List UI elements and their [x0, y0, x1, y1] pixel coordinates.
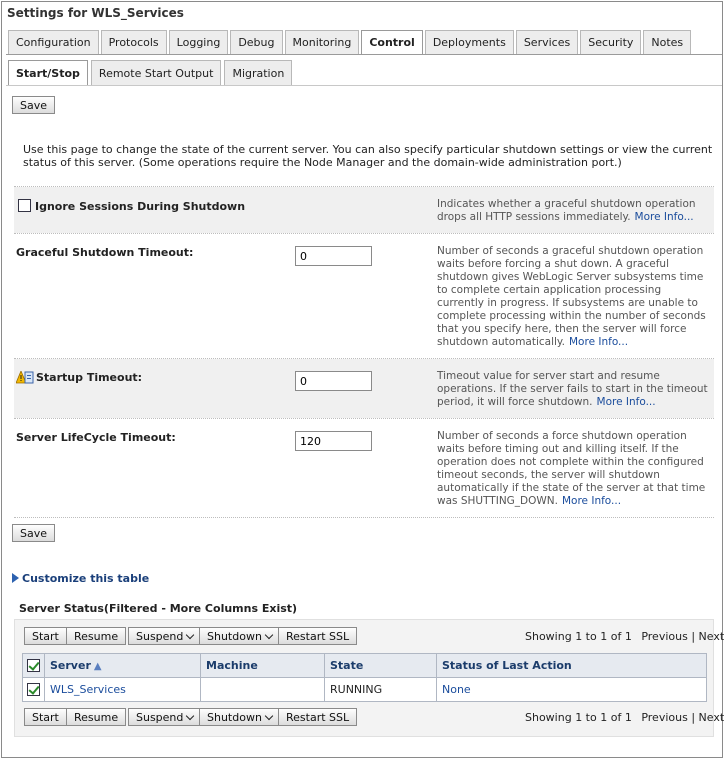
subtab-start-stop[interactable]: Start/Stop [8, 60, 88, 85]
graceful-timeout-input[interactable] [295, 246, 372, 266]
column-header-state[interactable]: State [325, 654, 437, 678]
page-title: Settings for WLS_Services [7, 6, 184, 20]
restart-ssl-button-bottom[interactable]: Restart SSL [278, 708, 357, 726]
more-info-link[interactable]: More Info... [561, 495, 622, 507]
pager-previous[interactable]: Previous [641, 711, 688, 724]
suspend-dropdown-top[interactable]: Suspend [128, 627, 201, 645]
help-text: Number of seconds a graceful shutdown operation waits before forcing a shut down. A graceful shutdown gives WebLogic Server subsystems time to complete certain application processing currently in progress. If subsystems are unable to complete processing within the number of seconds that you specify here, then the server will force shutdown automatically. [437, 245, 706, 348]
help-text: Timeout value for server start and resume operations. If the server fails to start in the timeout period, it will force shutdown. [437, 370, 708, 408]
tab-configuration[interactable]: Configuration [8, 30, 99, 54]
more-info-link[interactable]: More Info... [569, 336, 629, 348]
table-header-row [23, 654, 707, 678]
ignore-sessions-checkbox[interactable] [18, 199, 31, 212]
server-link[interactable]: WLS_Services [50, 683, 126, 696]
startup-timeout-label: Startup Timeout: [36, 371, 143, 384]
resume-button-bottom[interactable]: Resume [66, 708, 126, 726]
settings-window [1, 1, 723, 758]
restart-ssl-button-top[interactable]: Restart SSL [278, 627, 357, 645]
row-select-cell [23, 678, 45, 702]
table-title: Server Status(Filtered - More Columns Exist) [19, 602, 298, 615]
more-info-link[interactable]: More Info... [596, 396, 656, 408]
save-button-bottom[interactable]: Save [12, 524, 55, 542]
restart-required-icon [16, 371, 34, 385]
pager-showing: Showing 1 to 1 of 1 [525, 711, 632, 724]
save-button-top[interactable]: Save [12, 96, 55, 114]
tab-services[interactable]: Services [516, 30, 578, 54]
pager-next[interactable]: Next [698, 711, 724, 724]
state-cell: RUNNING [325, 678, 437, 702]
lifecycle-timeout-help [437, 430, 709, 508]
customize-label: Customize this table [22, 572, 150, 585]
last-action-cell [437, 678, 707, 702]
startup-timeout-help [437, 370, 709, 409]
start-button-bottom[interactable]: Start [24, 708, 67, 726]
select-all-checkbox[interactable] [27, 659, 40, 672]
help-text: Indicates whether a graceful shutdown operation drops all HTTP sessions immediately. [437, 198, 696, 223]
tab-logging[interactable]: Logging [169, 30, 229, 54]
column-header-last-action[interactable]: Status of Last Action [437, 654, 707, 678]
tab-protocols[interactable]: Protocols [101, 30, 167, 54]
column-header-server[interactable] [45, 654, 201, 678]
shutdown-dropdown-bottom[interactable]: Shutdown [199, 708, 280, 726]
select-all-header [23, 654, 45, 678]
startup-timeout-row [14, 359, 714, 418]
expand-triangle-icon [12, 573, 19, 583]
table-row [23, 678, 707, 702]
pager-previous[interactable]: Previous [641, 630, 688, 643]
lifecycle-timeout-row [14, 419, 714, 517]
tab-debug[interactable]: Debug [230, 30, 282, 54]
tab-divider [6, 54, 722, 55]
startup-timeout-input[interactable] [295, 371, 372, 391]
subtab-remote-start-output[interactable]: Remote Start Output [91, 60, 222, 85]
last-action-link[interactable]: None [442, 683, 471, 696]
server-column-label: Server [50, 659, 91, 672]
lifecycle-timeout-label: Server LifeCycle Timeout: [16, 431, 176, 444]
pager-separator: | [691, 630, 696, 643]
ignore-sessions-help [437, 198, 709, 224]
ignore-sessions-label: Ignore Sessions During Shutdown [35, 200, 246, 213]
suspend-dropdown-bottom[interactable]: Suspend [128, 708, 201, 726]
sort-ascending-icon[interactable]: ▲ [93, 661, 102, 672]
machine-cell [201, 678, 325, 702]
lifecycle-timeout-input[interactable] [295, 431, 372, 451]
tab-security[interactable]: Security [580, 30, 641, 54]
tab-notes[interactable]: Notes [643, 30, 691, 54]
help-text: Number of seconds a force shutdown operation waits before timing out and killing itself. If the operation does not complete within the configured timeout seconds, the server will shutdown automatically if the state of the server at that time was SHUTTING_DOWN. [437, 430, 706, 507]
pager-bottom [525, 711, 724, 724]
start-button-top[interactable]: Start [24, 627, 67, 645]
divider [14, 517, 714, 518]
column-header-machine[interactable]: Machine [201, 654, 325, 678]
row-checkbox[interactable] [27, 683, 40, 696]
resume-button-top[interactable]: Resume [66, 627, 126, 645]
sub-tabs [8, 60, 295, 85]
pager-next[interactable]: Next [698, 630, 724, 643]
customize-table-link[interactable] [12, 572, 149, 585]
subtab-migration[interactable]: Migration [224, 60, 292, 85]
tab-monitoring[interactable]: Monitoring [285, 30, 360, 54]
pager-separator: | [691, 711, 696, 724]
pager-top [525, 630, 724, 643]
shutdown-dropdown-top[interactable]: Shutdown [199, 627, 280, 645]
tab-deployments[interactable]: Deployments [425, 30, 514, 54]
server-cell [45, 678, 201, 702]
server-status-table [22, 653, 707, 702]
graceful-timeout-help [437, 245, 709, 349]
ignore-sessions-row [14, 187, 714, 233]
more-info-link[interactable]: More Info... [634, 211, 694, 223]
tab-control[interactable]: Control [361, 30, 422, 55]
intro-text: Use this page to change the state of the current server. You can also specify particular shutdown settings or view the current status of this server. (Some operations require the Node Manager and the domain-wide administration port.) [23, 143, 713, 169]
subtab-divider [6, 85, 722, 86]
graceful-timeout-label: Graceful Shutdown Timeout: [16, 246, 194, 259]
pager-showing: Showing 1 to 1 of 1 [525, 630, 632, 643]
graceful-timeout-row [14, 234, 714, 358]
main-tabs [8, 30, 693, 55]
